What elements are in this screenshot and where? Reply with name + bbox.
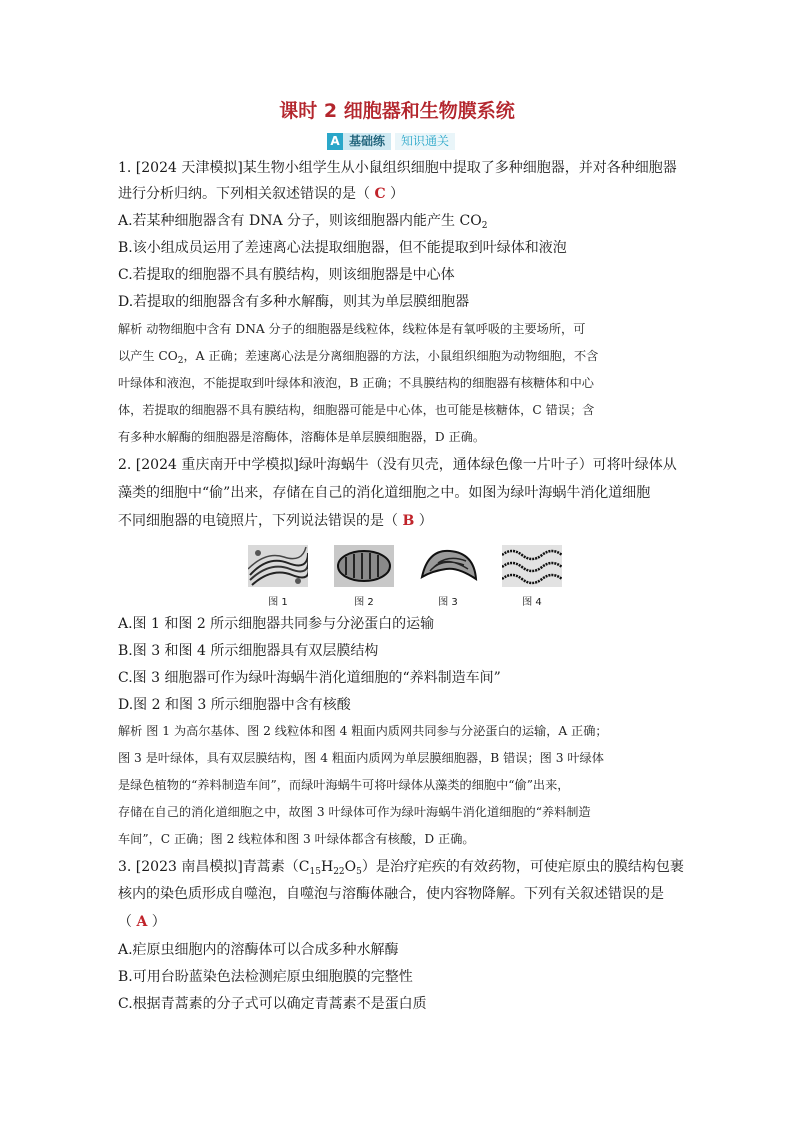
q1-exp2-pre: 以产生 CO: [118, 349, 178, 363]
q2-stem-line2: 藻类的细胞中“偷”出来，存储在自己的消化道细胞之中。如图为绿叶海蜗牛消化道细胞: [118, 485, 651, 501]
micrograph-chloroplast: [418, 545, 478, 587]
q3-stem-close: ）: [147, 914, 166, 930]
q3-stem-line3: [118, 912, 166, 932]
figure-caption-1: 图 1: [268, 597, 288, 608]
q1-option-d: D.若提取的细胞器含有多种水解酶，则其为单层膜细胞器: [118, 294, 470, 310]
q3-answer: A: [136, 914, 148, 930]
q1-explanation-line4: 体，若提取的细胞器不具有膜结构，细胞器可能是中心体，也可能是核糖体，C 错误；含: [118, 403, 595, 417]
q3-option-c: C.根据青蒿素的分子式可以确定青蒿素不是蛋白质: [118, 996, 427, 1012]
q3-stem-open: （: [118, 914, 137, 930]
q2-explanation-line1: 解析 图 1 为高尔基体、图 2 线粒体和图 4 粗面内质网共同参与分泌蛋白的运输，A 正确；: [118, 724, 608, 738]
q2-stem-close: ）: [414, 513, 433, 529]
q2-explanation-line4: 存储在自己的消化道细胞之中，故图 3 叶绿体可作为绿叶海蜗牛消化道细胞的“养料制造: [118, 805, 591, 819]
q1-stem-text: 进行分析归纳。下列相关叙述错误的是（: [118, 186, 375, 202]
q3-formula-sub-c: 15: [309, 867, 321, 877]
q1-stem-close: ）: [385, 186, 405, 202]
q1-explanation-line2: [118, 347, 598, 370]
q2-explanation-line3: 是绿色植物的“养料制造车间”，而绿叶海蜗牛可将叶绿体从藻类的细胞中“偷”出来，: [118, 778, 570, 792]
q2-option-c: C.图 3 细胞器可作为绿叶海蜗牛消化道细胞的“养料制造车间”: [118, 670, 501, 686]
q2-option-d: D.图 2 和图 3 所示细胞器中含有核酸: [118, 697, 351, 713]
q3-stem-text-a: 3. [2023 南昌模拟]青蒿素（C: [118, 859, 310, 875]
micrograph-golgi: [248, 545, 308, 587]
q3-stem-line2: 核内的染色质形成自噬泡，自噬泡与溶酶体融合，使内容物降解。下列有关叙述错误的是: [118, 886, 664, 902]
q3-formula-o: O: [344, 859, 357, 875]
q1-stem-line2: [118, 184, 404, 204]
micrograph-figures: [248, 545, 558, 608]
figure-caption-3: 图 3: [438, 597, 458, 608]
badge-main-label: 基础练: [343, 133, 391, 150]
q3-stem-text-b: ）是治疗疟疾的有效药物，可使疟原虫的膜结构包裹: [361, 859, 684, 875]
q1-explanation-line5: 有多种水解酶的细胞器是溶酶体，溶酶体是单层膜细胞器，D 正确。: [118, 430, 486, 444]
page-title: 课时 2 细胞器和生物膜系统: [279, 100, 515, 122]
q1-explanation-line1: 解析 动物细胞中含有 DNA 分子的细胞器是线粒体，线粒体是有氧呼吸的主要场所，可: [118, 322, 586, 336]
q1-exp2-sub: 2: [177, 356, 184, 366]
q2-answer: B: [402, 513, 415, 529]
micrograph-rough-er: [502, 545, 562, 587]
badge-sub-label: 知识通关: [395, 133, 455, 150]
q3-formula-h: H: [320, 859, 334, 875]
q1-option-b: B.该小组成员运用了差速离心法提取细胞器，但不能提取到叶绿体和液泡: [118, 240, 567, 256]
micrograph-mitochondrion: [334, 545, 394, 587]
q2-option-b: B.图 3 和图 4 所示细胞器具有双层膜结构: [118, 643, 379, 659]
q2-option-a: A.图 1 和图 2 所示细胞器共同参与分泌蛋白的运输: [118, 616, 435, 632]
q2-explanation-line2: 图 3 是叶绿体，具有双层膜结构，图 4 粗面内质网为单层膜细胞器，B 错误；图 3 叶绿体: [118, 751, 604, 765]
q3-option-b: B.可用台盼蓝染色法检测疟原虫细胞膜的完整性: [118, 969, 413, 985]
figure-caption-2: 图 2: [354, 597, 374, 608]
q2-stem-line3: [118, 511, 433, 531]
q1-stem-line1: 1. [2024 天津模拟]某生物小组学生从小鼠组织细胞中提取了多种细胞器，并对各种细胞器: [118, 160, 677, 176]
q1-explanation-line3: 叶绿体和液泡，不能提取到叶绿体和液泡，B 正确；不具膜结构的细胞器有核糖体和中心: [118, 376, 594, 390]
q1-option-c: C.若提取的细胞器不具有膜结构，则该细胞器是中心体: [118, 267, 455, 283]
q1-exp2-post: ，A 正确；差速离心法是分离细胞器的方法，小鼠组织细胞为动物细胞，不含: [183, 349, 599, 363]
q3-stem-line1: [118, 857, 684, 882]
q2-stem-text: 不同细胞器的电镜照片，下列说法错误的是（: [118, 513, 403, 529]
q1-option-a: [118, 211, 487, 236]
q3-formula-sub-h: 22: [333, 867, 345, 877]
q3-option-a: A.疟原虫细胞内的溶酶体可以合成多种水解酶: [118, 942, 399, 958]
section-badge: [327, 133, 455, 150]
q3-formula-sub-o: 5: [356, 867, 362, 877]
badge-letter: A: [327, 133, 343, 150]
q1-answer: C: [374, 186, 386, 202]
q2-stem-line1: 2. [2024 重庆南开中学模拟]绿叶海蜗牛（没有贝壳，通体绿色像一片叶子）可将叶绿体从: [118, 457, 677, 473]
q1-option-a-text: A.若某种细胞器含有 DNA 分子，则该细胞器内能产生 CO: [118, 213, 482, 229]
q1-option-a-sub: 2: [481, 221, 488, 231]
q2-explanation-line5: 车间”，C 正确；图 2 线粒体和图 3 叶绿体都含有核酸，D 正确。: [118, 832, 475, 846]
figure-caption-4: 图 4: [522, 597, 542, 608]
